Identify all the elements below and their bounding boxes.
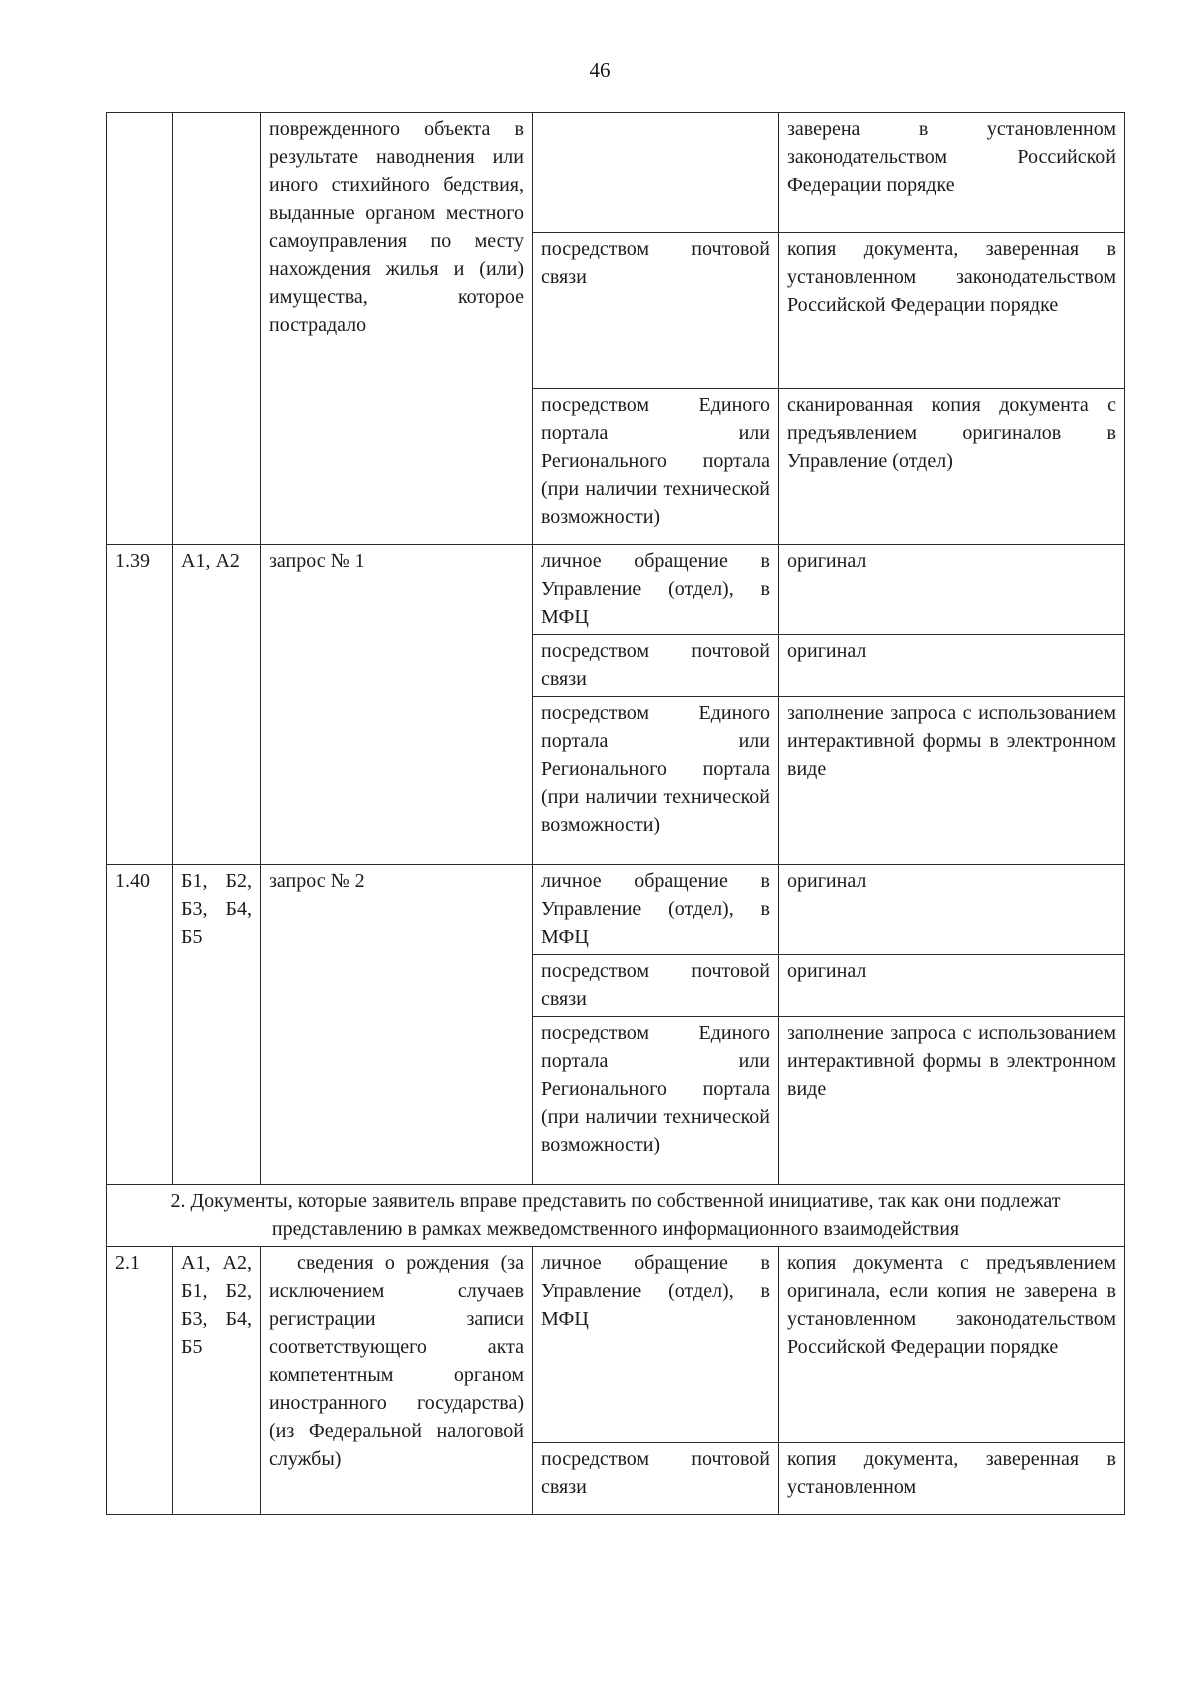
row-number-cell: 1.40 xyxy=(107,865,173,1185)
method-cell: посредством почтовой связи xyxy=(533,1443,779,1515)
method-cell: посредством Единого портала или Регионального портала (при наличии технической возможности) xyxy=(533,1017,779,1185)
form-cell: оригинал xyxy=(779,955,1125,1017)
row-number-cell: 1.39 xyxy=(107,545,173,865)
method-cell: посредством почтовой связи xyxy=(533,955,779,1017)
document-cell: запрос № 2 xyxy=(261,865,533,1185)
row-number-cell xyxy=(107,113,173,545)
table-row xyxy=(107,1185,1125,1247)
applicant-group-cell: Б1, Б2, Б3, Б4, Б5 xyxy=(173,865,261,1185)
form-cell: копия документа с предъявлением оригинала, если копия не заверена в установленном законодательством Российской Федерации порядке xyxy=(779,1247,1125,1443)
document-cell: сведения о рождения (за исключением случаев регистрации записи соответствующего акта компетентным органом иностранного государства) (из Федеральной налоговой службы) xyxy=(261,1247,533,1515)
method-cell: личное обращение в Управление (отдел), в МФЦ xyxy=(533,1247,779,1443)
form-cell: оригинал xyxy=(779,635,1125,697)
form-cell: заполнение запроса с использованием интерактивной формы в электронном виде xyxy=(779,697,1125,865)
method-cell: посредством Единого портала или Регионального портала (при наличии технической возможности) xyxy=(533,697,779,865)
applicant-group-cell: А1, А2 xyxy=(173,545,261,865)
page-number: 46 xyxy=(589,58,611,82)
form-cell: сканированная копия документа с предъявлением оригиналов в Управление (отдел) xyxy=(779,389,1125,545)
form-cell: копия документа, заверенная в установленном законодательством Российской Федерации порядке xyxy=(779,233,1125,389)
form-cell: заполнение запроса с использованием интерактивной формы в электронном виде xyxy=(779,1017,1125,1185)
document-cell: поврежденного объекта в результате наводнения или иного стихийного бедствия, выданные органом местного самоуправления по месту нахождения жилья и (или) имущества, которое пострадало xyxy=(261,113,533,545)
table-row xyxy=(107,865,1125,955)
form-cell: копия документа, заверенная в установленном xyxy=(779,1443,1125,1515)
method-cell: личное обращение в Управление (отдел), в МФЦ xyxy=(533,545,779,635)
method-cell: личное обращение в Управление (отдел), в МФЦ xyxy=(533,865,779,955)
table-row xyxy=(107,113,1125,233)
method-cell: посредством Единого портала или Регионального портала (при наличии технической возможности) xyxy=(533,389,779,545)
form-cell: оригинал xyxy=(779,545,1125,635)
table-row xyxy=(107,1247,1125,1443)
form-cell: оригинал xyxy=(779,865,1125,955)
method-cell: посредством почтовой связи xyxy=(533,635,779,697)
method-cell: посредством почтовой связи xyxy=(533,233,779,389)
form-cell: заверена в установленном законодательством Российской Федерации порядке xyxy=(779,113,1125,233)
applicant-group-cell: А1, А2, Б1, Б2, Б3, Б4, Б5 xyxy=(173,1247,261,1515)
documents-table xyxy=(106,112,1125,1515)
section-heading: 2. Документы, которые заявитель вправе представить по собственной инициативе, так как они подлежат представлению в рамках межведомственного информационного взаимодействия xyxy=(107,1185,1125,1247)
applicant-group-cell xyxy=(173,113,261,545)
document-cell: запрос № 1 xyxy=(261,545,533,865)
table-row xyxy=(107,545,1125,635)
row-number-cell: 2.1 xyxy=(107,1247,173,1515)
method-cell xyxy=(533,113,779,233)
